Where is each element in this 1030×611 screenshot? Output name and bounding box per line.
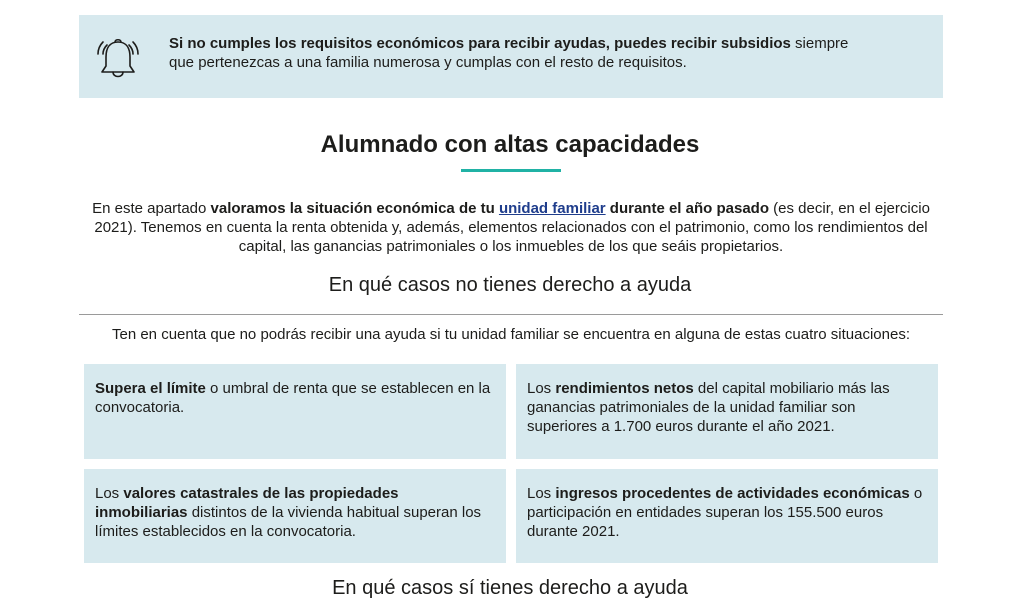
intro-paragraph [82, 199, 940, 256]
card-bold: rendimientos netos [555, 380, 694, 397]
card-bold: Supera el límite [95, 380, 206, 397]
yes-right-heading: En qué casos sí tienes derecho a ayuda [332, 577, 688, 599]
card-post: del capital mobiliario más las ganancias patrimoniales de la unidad familiar son superiores a 1.700 euros durante el año 2021. [527, 380, 890, 435]
notice-text [169, 34, 869, 72]
card-post: o participación en entidades superan los 155.500 euros durante 2021. [527, 485, 923, 540]
condition-card [516, 364, 938, 459]
condition-card [84, 364, 506, 459]
card-bold: ingresos procedentes de actividades económicas [555, 485, 910, 502]
no-right-heading: En qué casos no tienes derecho a ayuda [328, 274, 692, 296]
bell-ringing-icon [94, 30, 142, 82]
card-bold: valores catastrales de las propiedades inmobiliarias [95, 485, 399, 521]
card-pre: Los [95, 485, 124, 502]
unidad-familiar-link[interactable]: unidad familiar [498, 200, 606, 217]
no-right-lead: Ten en cuenta que no podrás recibir una ayuda si tu unidad familiar se encuentra en alguna de estas cuatro situaciones: [111, 326, 911, 343]
divider [79, 314, 943, 315]
intro-part2: (es decir, en el ejercicio 2021). Tenemos en cuenta la renta obtenida y, además, elementos relacionados con el patrimonio, como los rendimientos del capital, las ganancias patrimoniales o los inmuebles de los que seáis propietarios. [94, 200, 930, 255]
section-title: Alumnado con altas capacidades [320, 131, 700, 158]
intro-bold2: durante el año pasado [605, 200, 769, 217]
intro-part1: En este apartado [92, 200, 211, 217]
card-post: distintos de la vivienda habitual superan los límites establecidos en la convocatoria. [95, 504, 482, 540]
notice-bold-text: Si no cumples los requisitos económicos para recibir ayudas, puedes recibir subsidios [169, 35, 791, 52]
info-notice [79, 15, 943, 98]
title-underline [461, 169, 561, 172]
card-pre: Los [527, 380, 556, 397]
card-pre: Los [527, 485, 556, 502]
notice-regular-text: siempre que pertenezcas a una familia numerosa y cumplas con el resto de requisitos. [169, 35, 849, 71]
condition-card [84, 469, 506, 563]
condition-card [516, 469, 938, 563]
intro-bold1: valoramos la situación económica de tu [210, 200, 499, 217]
card-post: o umbral de renta que se establecen en la convocatoria. [95, 380, 491, 416]
